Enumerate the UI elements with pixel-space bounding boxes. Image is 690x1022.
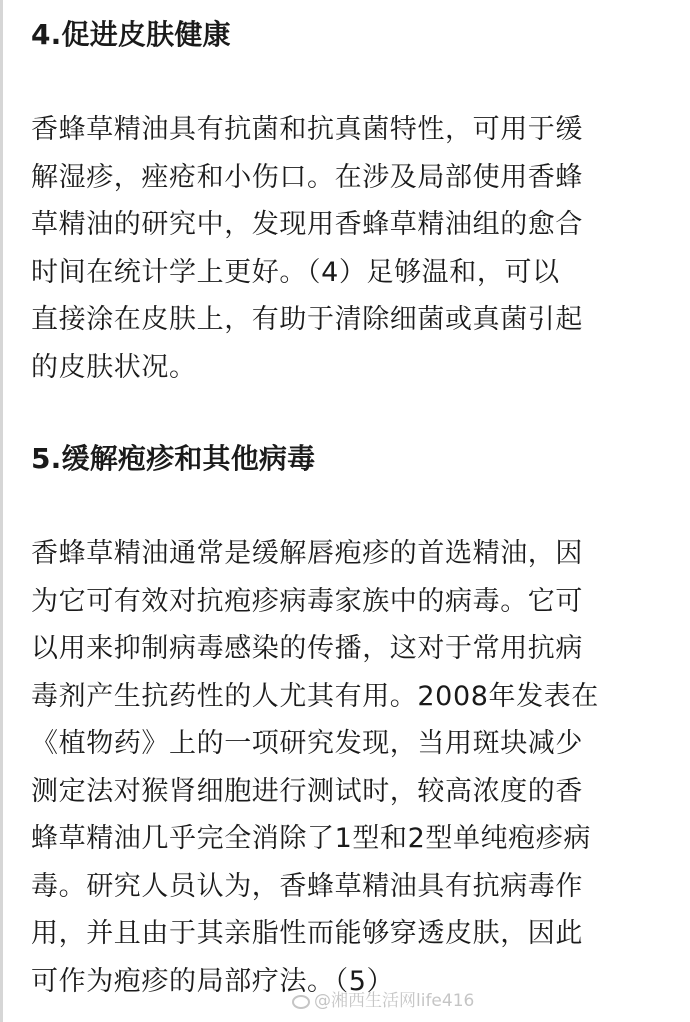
paragraph-line: 解湿疹，痤疮和小伤口。在涉及局部使用香蜂 — [31, 161, 583, 193]
left-border-line — [0, 0, 3, 1022]
paragraph-line: 《植物药》上的一项研究发现，当用斑块减少 — [31, 728, 583, 759]
paragraph-line: 香蜂草精油具有抗菌和抗真菌特性，可用于缓 — [31, 114, 583, 145]
weibo-watermark — [292, 990, 474, 1012]
section-heading-skin-health: 4.促进皮肤健康 — [31, 18, 231, 51]
weibo-icon — [292, 995, 310, 1009]
paragraph-line: 以用来抑制病毒感染的传播，这对于常用抗病 — [31, 633, 583, 664]
paragraph-line: 草精油的研究中，发现用香蜂草精油组的愈合 — [31, 209, 583, 240]
paragraph-line: 直接涂在皮肤上，有助于清除细菌或真菌引起 — [31, 304, 583, 335]
paragraph-line: 时间在统计学上更好。（4）足够温和，可以 — [31, 256, 560, 288]
paragraph-line: 蜂草精油几乎完全消除了1型和2型单纯疱疹病 — [31, 823, 591, 854]
paragraph-line: 的皮肤状况。 — [31, 351, 197, 383]
section-heading-herpes: 5.缓解疱疹和其他病毒 — [31, 442, 316, 475]
watermark-text: @湘西生活网life416 — [314, 991, 475, 1011]
paragraph-line: 香蜂草精油通常是缓解唇疱疹的首选精油，因 — [31, 538, 583, 569]
section-paragraph-skin-health — [31, 106, 661, 391]
paragraph-line: 毒。研究人员认为，香蜂草精油具有抗病毒作 — [31, 870, 583, 902]
paragraph-line: 用，并且由于其亲脂性而能够穿透皮肤，因此 — [31, 918, 583, 949]
paragraph-line: 可作为疱疹的局部疗法。（5） — [31, 965, 395, 997]
paragraph-line: 毒剂产生抗药性的人尤其有用。2008年发表在 — [31, 680, 599, 712]
paragraph-line: 测定法对猴肾细胞进行测试时，较高浓度的香 — [31, 775, 583, 807]
section-paragraph-herpes — [31, 530, 661, 1005]
paragraph-line: 为它可有效对抗疱疹病毒家族中的病毒。它可 — [31, 585, 583, 617]
